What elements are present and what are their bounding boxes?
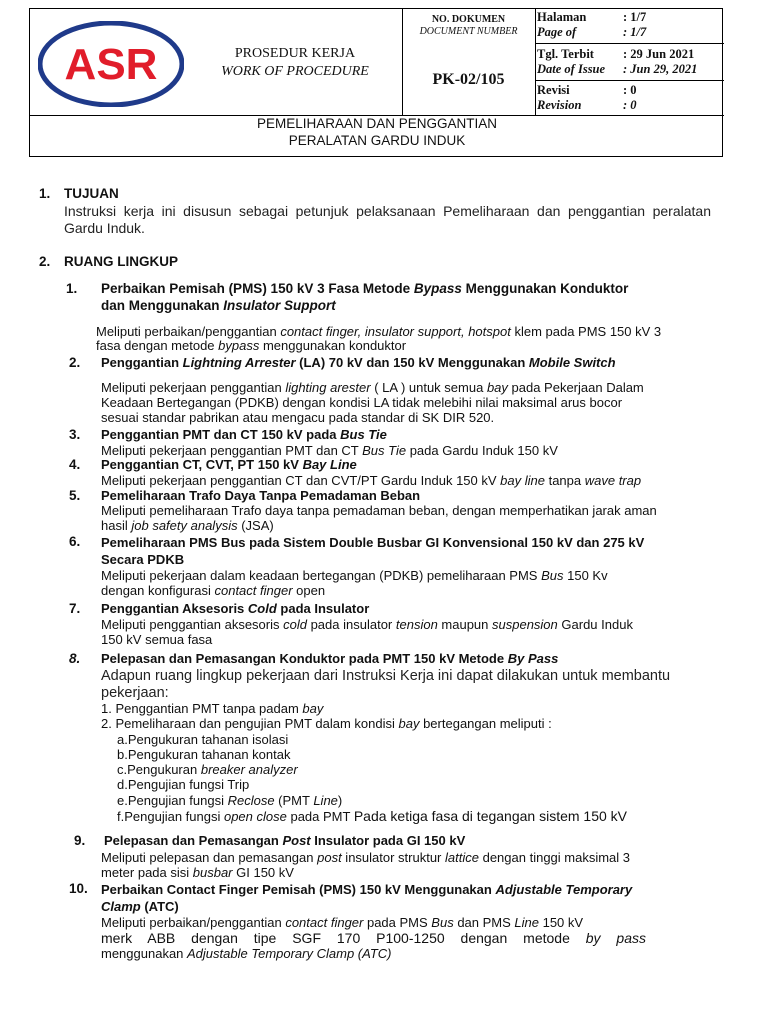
item-description: Meliputi perbaikan/penggantian contact finger, insulator support, hotspot klem pada PMS 150 kV 3 fasa dengan metode bypass menggunakan konduktor — [96, 324, 662, 353]
item-number: 10. — [69, 881, 88, 896]
procedure-title — [190, 45, 400, 81]
item-number: 7. — [69, 601, 81, 616]
issue-date: Tgl. Terbit : 29 Jun 2021 Date of Issue : Jun 29, 2021 — [537, 47, 698, 76]
item-8-list — [101, 701, 627, 824]
item-number: 6. — [69, 534, 81, 549]
list-item: f.Pengujian fungsi open close pada PMT Pada ketiga fasa di tegangan sistem 150 kV — [117, 808, 628, 825]
list-item: 2. Pemeliharaan dan pengujian PMT dalam kondisi bay bertegangan meliputi : — [101, 716, 552, 732]
list-item: c.Pengukuran breaker analyzer — [117, 762, 298, 778]
item-number: 1. — [66, 281, 78, 296]
section-number: 1. — [39, 186, 51, 201]
list-item: b.Pengukuran tahanan kontak — [117, 746, 291, 762]
item-description: Meliputi perbaikan/penggantian contact finger pada PMS Bus dan PMS Line 150 kV merk ABB dengan tipe SGF 170 P100-1250 dengan metode by pass menggunakan Adjustable Temporary Clamp (ATC) — [101, 915, 647, 961]
item-description: Adapun ruang lingkup pekerjaan dari Instruksi Kerja ini dapat dilakukan untuk membantu pekerjaan: — [101, 668, 671, 701]
page-info: Halaman : 1/7 Page of : 1/7 — [537, 10, 647, 39]
revision-info: Revisi : 0 Revision : 0 — [537, 83, 637, 112]
header-divider — [535, 80, 724, 81]
item-title: Pemeliharaan Trafo Daya Tanpa Pemadaman Beban — [101, 488, 421, 503]
item-title: Pelepasan dan Pemasangan Konduktor pada PMT 150 kV Metode By Pass — [101, 651, 559, 666]
asr-logo — [38, 21, 184, 107]
list-item: d.Pengujian fungsi Trip — [117, 777, 250, 793]
item-description: Meliputi pekerjaan penggantian CT dan CVT/PT Gardu Induk 150 kV bay line tanpa wave trap — [101, 473, 642, 488]
item-description: Meliputi pekerjaan penggantian PMT dan CT Bus Tie pada Gardu Induk 150 kV — [101, 443, 558, 458]
item-number: 8. — [69, 651, 81, 666]
document-header — [29, 8, 723, 157]
list-item: e.Pengujian fungsi Reclose (PMT Line) — [117, 792, 343, 808]
document-title: PEMELIHARAAN DAN PENGGANTIAN PERALATAN GARDU INDUK — [256, 116, 498, 148]
header-divider — [535, 43, 724, 44]
item-title: Pelepasan dan Pemasangan Post Insulator pada GI 150 kV — [104, 833, 466, 848]
item-number: 9. — [74, 833, 86, 848]
section-tujuan-text: Instruksi kerja ini disusun sebagai petunjuk pelaksanaan Pemeliharaan dan penggantian peralatan Gardu Induk. — [64, 203, 711, 236]
item-title: Perbaikan Pemisah (PMS) 150 kV 3 Fasa Metode Bypass Menggunakan Konduktor dan Menggunakan Insulator Support — [101, 281, 629, 313]
item-title: Pemeliharaan PMS Bus pada Sistem Double Busbar GI Konvensional 150 kV dan 275 kV Secara PDKB — [101, 535, 645, 567]
item-number: 2. — [69, 355, 81, 370]
item-title: Penggantian Aksesoris Cold pada Insulator — [101, 601, 370, 616]
section-title-tujuan: TUJUAN — [64, 186, 119, 201]
item-number: 5. — [69, 488, 81, 503]
item-number: 4. — [69, 457, 81, 472]
item-title: Penggantian CT, CVT, PT 150 kV Bay Line — [101, 457, 357, 472]
procedure-id: PROSEDUR KERJA — [234, 46, 356, 61]
item-title: Penggantian PMT dan CT 150 kV pada Bus Tie — [101, 427, 387, 442]
item-description: Meliputi pelepasan dan pemasangan post insulator struktur lattice dengan tinggi maksimal 3 meter pada sisi busbar GI 150 kV — [101, 850, 631, 880]
item-description: Meliputi pekerjaan dalam keadaan bertegangan (PDKB) pemeliharaan PMS Bus 150 Kv dengan konfigurasi contact finger open — [101, 568, 608, 598]
procedure-en: WORK OF PROCEDURE — [221, 64, 369, 79]
list-item: a.Pengukuran tahanan isolasi — [117, 731, 289, 747]
item-description: Meliputi pekerjaan penggantian lighting arester ( LA ) untuk semua bay pada Pekerjaan Dalam Keadaan Bertegangan (PDKB) dengan kondisi LA tidak melebihi nilai maksimal arus bocor sesuai standar pabrikan atau mengacu pada standar di SK DIR 520. — [101, 380, 644, 425]
doc-number: PK-02/105 — [432, 71, 505, 88]
item-title: Perbaikan Contact Finger Pemisah (PMS) 150 kV Menggunakan Adjustable Temporary Clamp (ATC) — [101, 882, 633, 914]
item-description: Meliputi pemeliharaan Trafo daya tanpa pemadaman beban, dengan memperhatikan jarak aman hasil job safety analysis (JSA) — [101, 503, 657, 533]
item-title: Penggantian Lightning Arrester (LA) 70 kV dan 150 kV Menggunakan Mobile Switch — [101, 355, 616, 370]
section-number: 2. — [39, 254, 51, 269]
item-description: Meliputi penggantian aksesoris cold pada insulator tension maupun suspension Gardu Induk 150 kV semua fasa — [101, 617, 633, 647]
logo-text: ASR — [64, 40, 158, 89]
item-number: 3. — [69, 427, 81, 442]
section-title-ruang-lingkup: RUANG LINGKUP — [64, 254, 178, 269]
doc-number-label: NO. DOKUMEN DOCUMENT NUMBER — [419, 14, 518, 37]
list-item: 1. Penggantian PMT tanpa padam bay — [101, 701, 324, 716]
header-divider — [535, 9, 536, 115]
